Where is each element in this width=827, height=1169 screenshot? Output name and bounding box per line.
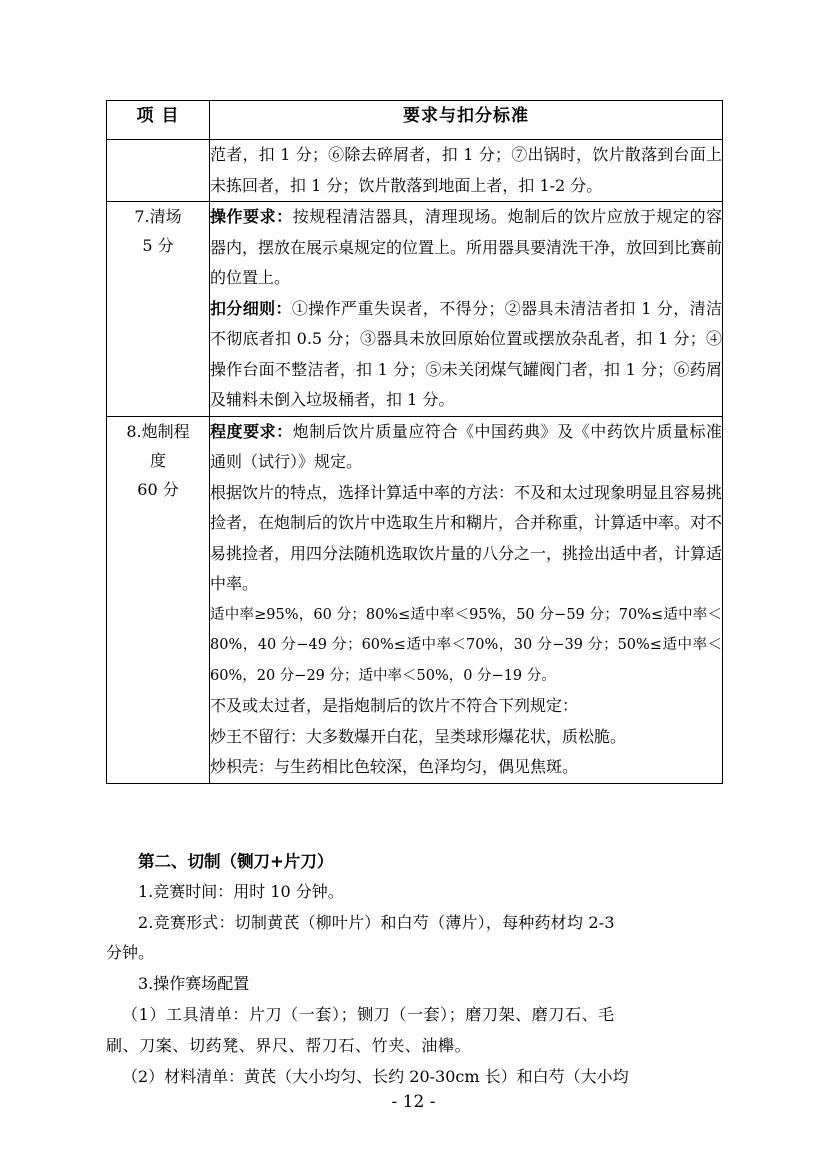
header-requirements: 要求与扣分标准 bbox=[210, 101, 723, 140]
scoring-table bbox=[106, 100, 723, 784]
requirement-text: 按规程清洁器具，清理现场。炮制后的饮片应放于规定的容器内，摆放在展示桌规定的位置上。所用器具要清洗干净，放回到比赛前的位置上。 bbox=[210, 207, 723, 287]
table-row-cleanup bbox=[107, 202, 723, 417]
section-heading: 第二、切制（铡刀+片刀） bbox=[138, 852, 334, 871]
criterion-b: 炒枳壳：与生药相比色较深，色泽均匀，偶见焦斑。 bbox=[210, 757, 579, 776]
scoring-text: 适中率≥95%，60 分；80%≤适中率＜95%，50 分−59 分；70%≤适中率＜80%，40 分−49 分；60%≤适中率＜70%，30 分−39 分；50%≤适中率＜60%，20 分−29 分；适中率＜50%，0 分−19 分。 bbox=[210, 606, 722, 684]
paragraph-time: 1.竞赛时间：用时 10 分钟。 bbox=[138, 882, 344, 901]
definition-text: 不及或太过者，是指炮制后的饮片不符合下列规定： bbox=[210, 696, 579, 715]
deduction-rules bbox=[210, 294, 722, 416]
requirements-cell-processing-degree bbox=[210, 416, 723, 783]
paragraph-format-cont: 分钟。 bbox=[106, 943, 155, 962]
table-row-continued bbox=[107, 140, 723, 202]
header-item: 项 目 bbox=[107, 101, 210, 140]
degree-text: 炮制后饮片质量应符合《中国药典》及《中药饮片质量标准通则（试行）》规定。 bbox=[210, 421, 722, 471]
paragraph-materials: （2）材料清单：黄芪（大小均匀、长约 20-30cm 长）和白芍（大小均 bbox=[122, 1067, 629, 1086]
page-number: - 12 - bbox=[391, 1092, 436, 1112]
paragraph-format: 2.竞赛形式：切制黄芪（柳叶片）和白芍（薄片），每种药材均 2-3 bbox=[138, 913, 615, 932]
item-score: 60 分 bbox=[137, 479, 179, 499]
item-score: 5 分 bbox=[142, 236, 174, 255]
table-row-processing-degree bbox=[107, 416, 723, 783]
requirements-cell-cleanup bbox=[210, 202, 723, 417]
deduction-text: ①操作严重失误者，不得分；②器具未清洁者扣 1 分，清洁不彻底者扣 0.5 分；③器具未放回原始位置或摆放杂乱者，扣 1 分；④操作台面不整洁者，扣 1 分；⑤未关闭煤气罐阀门者，扣 1 分；⑥药屑及辅料未倒入垃圾桶者，扣 1 分。 bbox=[210, 298, 722, 409]
item-name: 8.炮制程 bbox=[126, 421, 190, 441]
item-cell-cleanup bbox=[107, 202, 210, 417]
requirement-label: 操作要求： bbox=[210, 207, 293, 226]
deduction-label: 扣分细则： bbox=[210, 298, 292, 318]
item-name-cont: 度 bbox=[149, 450, 166, 470]
paragraph-tools: （1）工具清单：片刀（一套）；铡刀（一套）；磨刀架、磨刀石、毛 bbox=[122, 1005, 615, 1024]
item-cell-empty bbox=[107, 140, 210, 202]
table-header-row bbox=[107, 101, 723, 140]
degree-requirement bbox=[210, 417, 722, 478]
criterion-a: 炒王不留行：大多数爆开白花，呈类球形爆花状，质松脆。 bbox=[210, 726, 627, 746]
continued-text: 范者，扣 1 分；⑥除去碎屑者，扣 1 分；⑦出锅时，饮片散落到台面上未拣回者，扣 1 分；饮片散落到地面上者，扣 1-2 分。 bbox=[210, 145, 722, 195]
method-text: 根据饮片的特点，选择计算适中率的方法：不及和太过现象明显且容易挑捡者，在炮制后的饮片中选取生片和糊片，合并称重，计算适中率。对不易挑捡者，用四分法随机选取饮片量的八分之一，挑捡出适中者，计算适中率。 bbox=[210, 482, 723, 593]
item-name: 7.清场 bbox=[134, 207, 182, 226]
paragraph-config: 3.操作赛场配置 bbox=[138, 974, 250, 993]
requirements-cell-continued bbox=[210, 140, 723, 202]
item-cell-processing-degree bbox=[107, 416, 210, 783]
operation-requirement bbox=[210, 202, 722, 294]
paragraph-tools-cont: 刷、刀案、切药凳、界尺、帮刀石、竹夹、油櫸。 bbox=[106, 1036, 472, 1055]
degree-label: 程度要求： bbox=[210, 421, 293, 441]
